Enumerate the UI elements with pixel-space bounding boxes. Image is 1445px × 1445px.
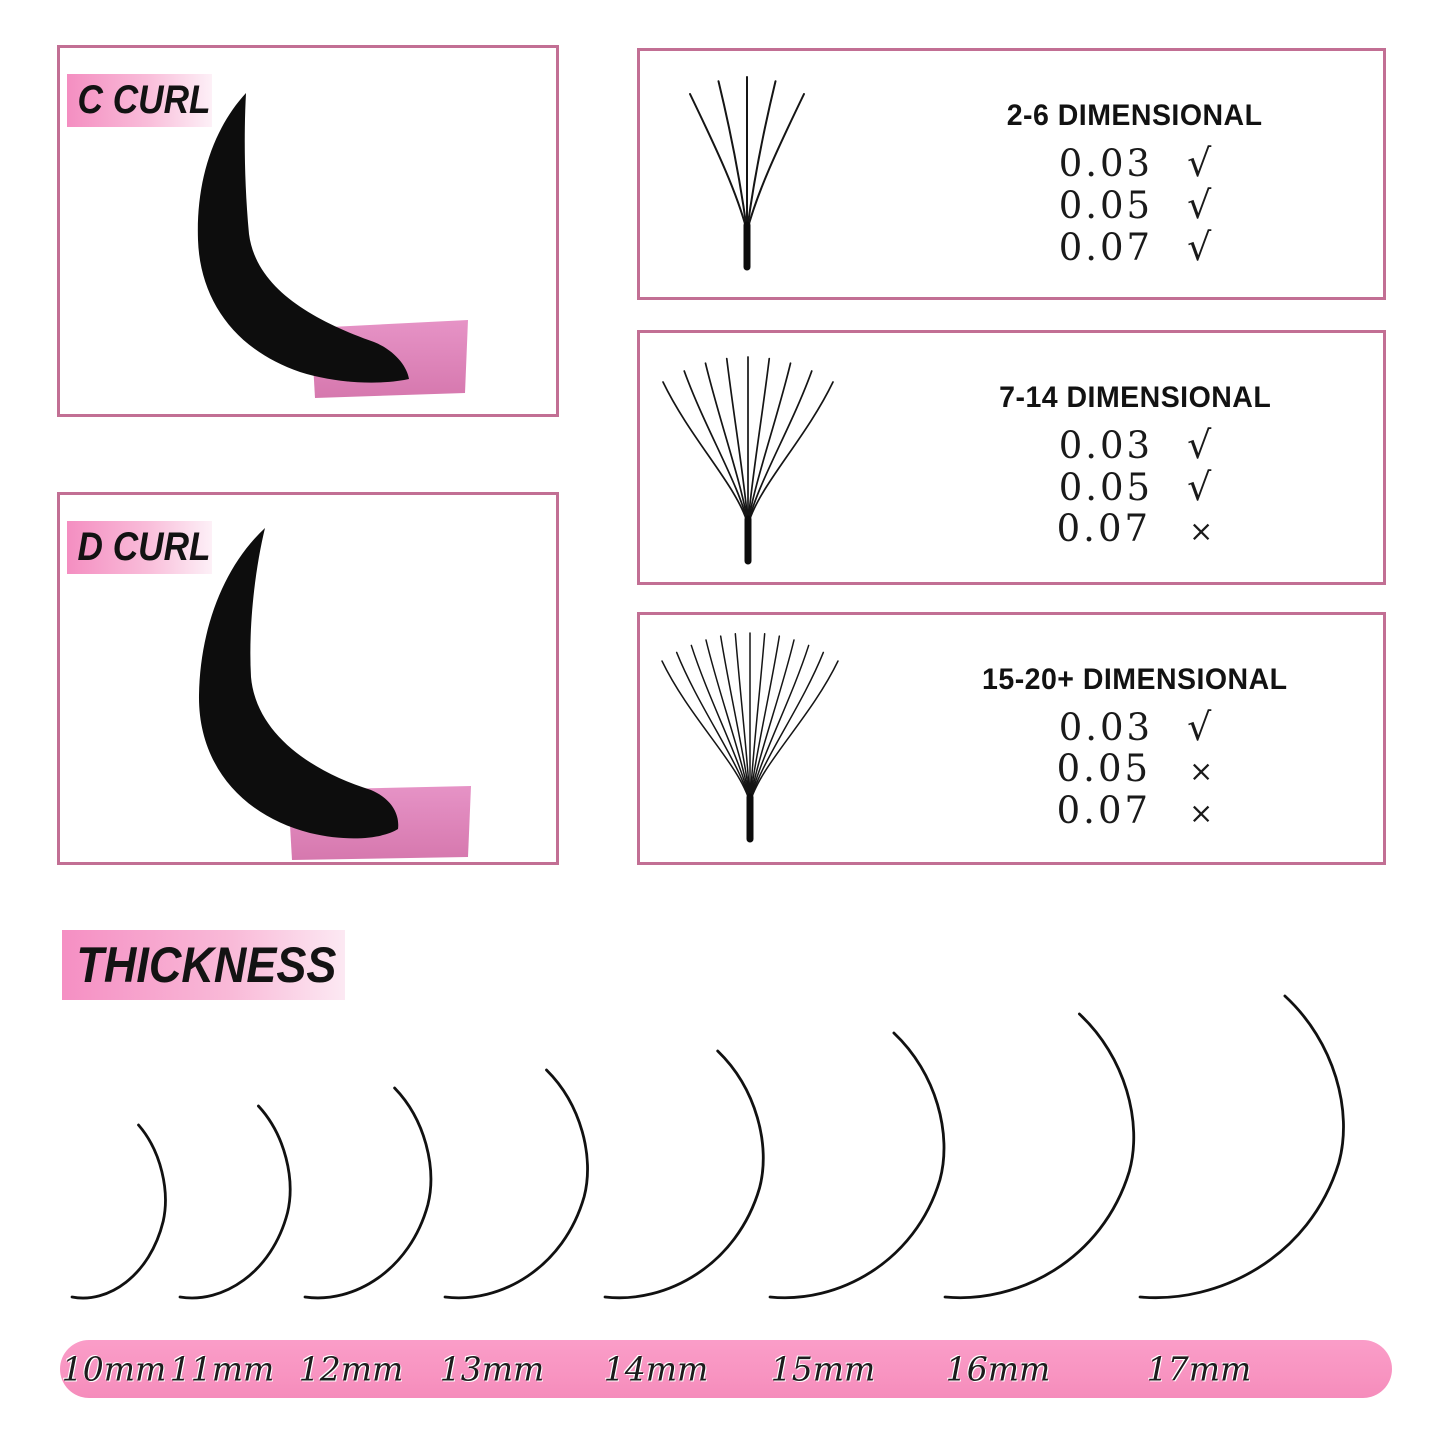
spec-rows (1057, 705, 1214, 831)
fan-strand (663, 382, 748, 525)
spec-value: 0.03 (1058, 706, 1154, 749)
dim-card-7-14 (637, 330, 1386, 585)
fan-strand (747, 94, 804, 231)
fan-strand (719, 81, 748, 231)
length-label: 16mm (945, 1349, 1051, 1389)
spec-value: 0.05 (1058, 466, 1154, 509)
fan-strand (690, 94, 747, 231)
thickness-lash-curve (72, 1125, 165, 1298)
dim-card-2-6 (637, 48, 1386, 300)
dim-card-15-20-text (905, 615, 1365, 862)
fan-strand (750, 661, 838, 803)
d-curl-lash (199, 528, 398, 838)
thickness-lash-curve (605, 1051, 763, 1298)
spec-mark: √ (1187, 141, 1212, 185)
thickness-lash-curve (305, 1088, 431, 1298)
dim-title: 2-6 DIMENSIONAL (1007, 99, 1263, 132)
thickness-lash-diagram (0, 970, 1445, 1320)
fan-strand (748, 382, 833, 525)
spec-mark: √ (1187, 465, 1212, 509)
dim-card-15-20 (637, 612, 1386, 865)
spec-mark: √ (1187, 183, 1212, 227)
spec-row (1057, 507, 1214, 549)
thickness-lash-curve (770, 1033, 944, 1298)
length-label: 14mm (603, 1349, 709, 1389)
fan-strand (662, 661, 750, 803)
spec-row (1059, 705, 1212, 747)
spec-row (1059, 225, 1212, 267)
spec-rows (1057, 423, 1214, 549)
spec-row (1057, 789, 1214, 831)
spec-value: 0.07 (1058, 226, 1154, 269)
spec-value: 0.03 (1058, 424, 1154, 467)
length-label: 10mm (61, 1349, 167, 1389)
spec-value: 0.05 (1056, 747, 1152, 790)
spec-mark: × (1189, 514, 1214, 548)
spec-mark: √ (1187, 423, 1212, 467)
curl-card-c-label-text: C CURL (77, 78, 211, 122)
thickness-lash-curve (180, 1106, 290, 1298)
dim-card-2-6-text (905, 51, 1365, 297)
dim-title: 15-20+ DIMENSIONAL (982, 663, 1288, 696)
curl-card-c (57, 45, 559, 417)
thickness-heading-text: THICKNESS (76, 937, 337, 993)
spec-mark: × (1189, 796, 1214, 830)
spec-value: 0.05 (1058, 184, 1154, 227)
thickness-lash-curve (945, 1014, 1134, 1298)
spec-row (1059, 183, 1212, 225)
length-label: 13mm (439, 1349, 545, 1389)
spec-row (1059, 141, 1212, 183)
dim-title: 7-14 DIMENSIONAL (998, 381, 1272, 414)
spec-rows (1059, 141, 1212, 267)
curl-card-c-label (67, 74, 212, 127)
length-label: 11mm (169, 1349, 275, 1389)
thickness-lash-curve (1140, 996, 1343, 1298)
spec-row (1059, 423, 1212, 465)
spec-mark: √ (1187, 705, 1212, 749)
spec-value: 0.03 (1058, 142, 1154, 185)
dim-card-7-14-text (905, 333, 1365, 582)
spec-mark: √ (1187, 225, 1212, 269)
spec-value: 0.07 (1056, 507, 1152, 550)
thickness-lash-curve (445, 1070, 588, 1298)
curl-card-d (57, 492, 559, 865)
curl-card-d-label-text: D CURL (77, 525, 211, 569)
spec-value: 0.07 (1056, 789, 1152, 832)
spec-row (1059, 465, 1212, 507)
spec-mark: × (1189, 754, 1214, 788)
fan-strand (747, 81, 776, 231)
length-label: 17mm (1146, 1349, 1252, 1389)
length-label: 15mm (770, 1349, 876, 1389)
curl-card-d-label (67, 521, 212, 574)
spec-row (1057, 747, 1214, 789)
length-label: 12mm (298, 1349, 404, 1389)
